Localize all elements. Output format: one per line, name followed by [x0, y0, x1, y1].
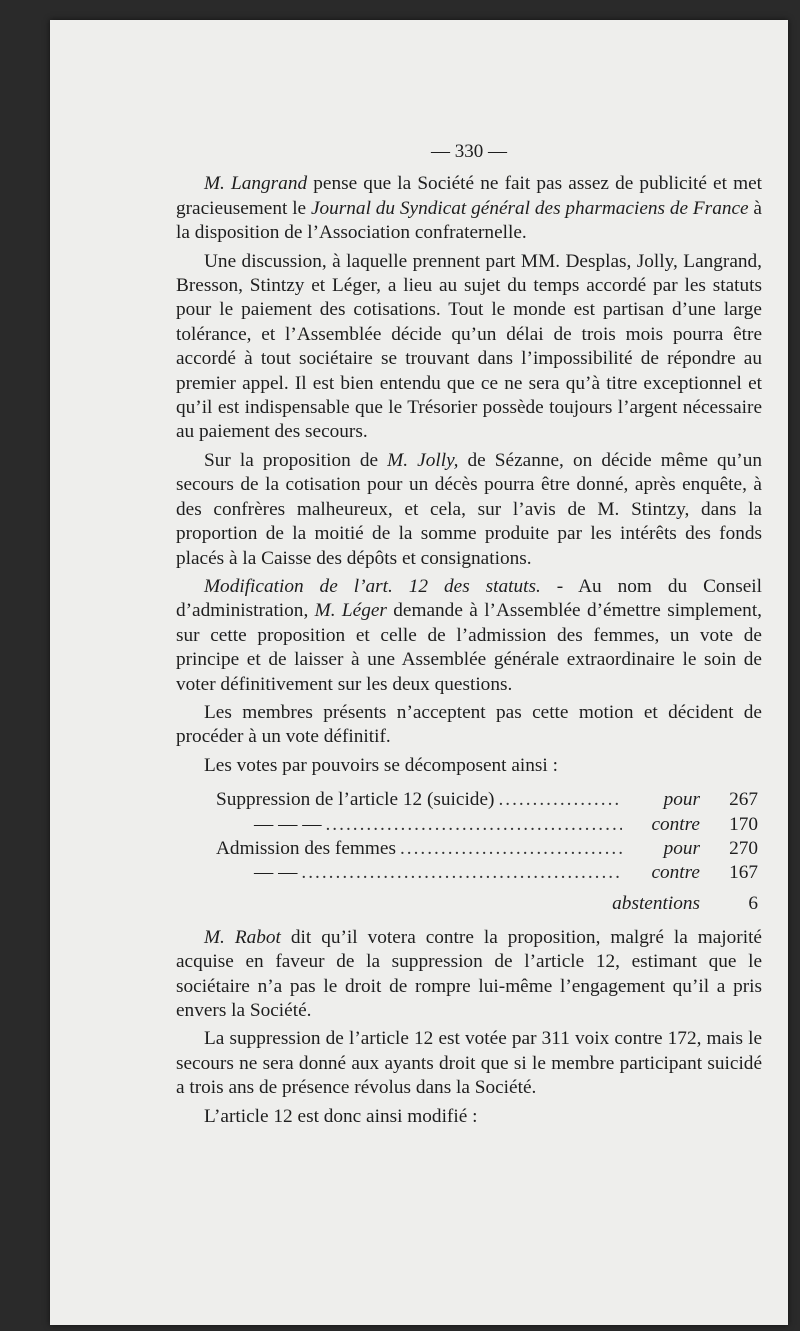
vote-count: 170 [729, 813, 758, 835]
paragraph-jolly: Sur la proposition de M. Jolly, de Sézanne, on décide même qu’un secours de la cotisation pour un décès pourra être donné, après enquête, à des confrères malheureux, et cela, sur l’avis de M. Stintzy, dans la proportion de la moitié de la somme produite par les intérêts des fonds placés à la Caisse des dépôts et consignations. [176, 449, 762, 569]
speaker-name: M. Rabot [204, 926, 281, 948]
speaker-name: M. Léger [314, 600, 387, 622]
paragraph-rabot: M. Rabot dit qu’il votera contre la proposition, malgré la majorité acquise en faveur de la suppression de l’article 12, estimant que le sociétaire n’a pas le droit de rompre lui-même l’engagement qu’il a pris envers la Société. [176, 926, 762, 1021]
vote-label: — — — [254, 813, 322, 835]
dot-leader [325, 813, 622, 837]
vote-count: 270 [729, 837, 758, 859]
votes-table [176, 788, 762, 918]
vote-label: Admission des femmes [216, 837, 396, 859]
vote-row [176, 813, 762, 837]
book-page [50, 20, 788, 1325]
vote-count: 167 [729, 862, 758, 884]
paragraph-votes-intro: Les votes par pouvoirs se décomposent ainsi : [204, 754, 558, 776]
dot-leader [301, 861, 622, 885]
vote-row [176, 861, 762, 885]
vote-label: — — [254, 862, 298, 884]
abstentions-count: 6 [748, 892, 758, 914]
vote-kind: pour [663, 789, 700, 811]
dot-leader [498, 788, 622, 812]
paragraph-modification: Modification de l’art. 12 des statuts. - Au nom du Conseil d’administration, M. Léger demande à l’Assemblée d’émettre simplement, sur cette proposition et celle de l’admission des femmes, un vote de principe et de laisser à une Assemblée générale extraordinaire le soin de voter définitivement sur les deux questions. [176, 575, 762, 695]
paragraph-article-modified: L’article 12 est donc ainsi modifié : [204, 1105, 478, 1127]
page-content [176, 140, 762, 1133]
page-number: — 330 — [431, 141, 507, 162]
vote-count: 267 [729, 789, 758, 811]
speaker-name: M. Jolly, [387, 449, 459, 471]
vote-kind: contre [651, 813, 700, 835]
paragraph-discussion: Une discussion, à laquelle prennent part MM. Desplas, Jolly, Langrand, Bresson, Stintzy et Léger, a lieu au sujet du temps accordé par les statuts pour le paiement des cotisations. Tout le monde est partisan d’une large tolérance, et l’Assemblée décide qu’un délai de trois mois pourra être accordé à tout sociétaire se trouvant dans l’impossibilité de répondre au premier appel. Il est bien entendu que ce ne sera qu’à titre exceptionnel et qu’il est indispensable que le Trésorier possède toujours l’argent nécessaire au paiement des secours. [176, 250, 762, 443]
paragraph-suppression: La suppression de l’article 12 est votée par 311 voix contre 172, mais le secours ne sera donné aux ayants droit que si le membre participant suicidé a trois ans de présence révolus dans la Société. [176, 1028, 762, 1099]
paragraph-langrand: M. Langrand pense que la Société ne fait pas assez de publicité et met gracieusement le Journal du Syndicat général des pharmaciens de France à la disposition de l’Association confraternelle. [176, 173, 763, 244]
vote-row [176, 788, 762, 812]
vote-label: Suppression de l’article 12 (suicide) [216, 789, 495, 811]
paragraph-members: Les membres présents n’acceptent pas cette motion et décident de procéder à un vote définitif. [176, 701, 762, 748]
vote-kind: contre [651, 862, 700, 884]
abstentions-label: abstentions [612, 892, 700, 914]
vote-row [176, 837, 762, 861]
dot-leader [400, 837, 622, 861]
vote-kind: pour [663, 837, 700, 859]
section-heading: Modification de l’art. 12 des statuts. [204, 575, 541, 597]
journal-title: Journal du Syndicat général des pharmaciens de France [310, 197, 749, 219]
speaker-name: M. Langrand [204, 173, 308, 195]
abstentions-row [176, 892, 762, 918]
